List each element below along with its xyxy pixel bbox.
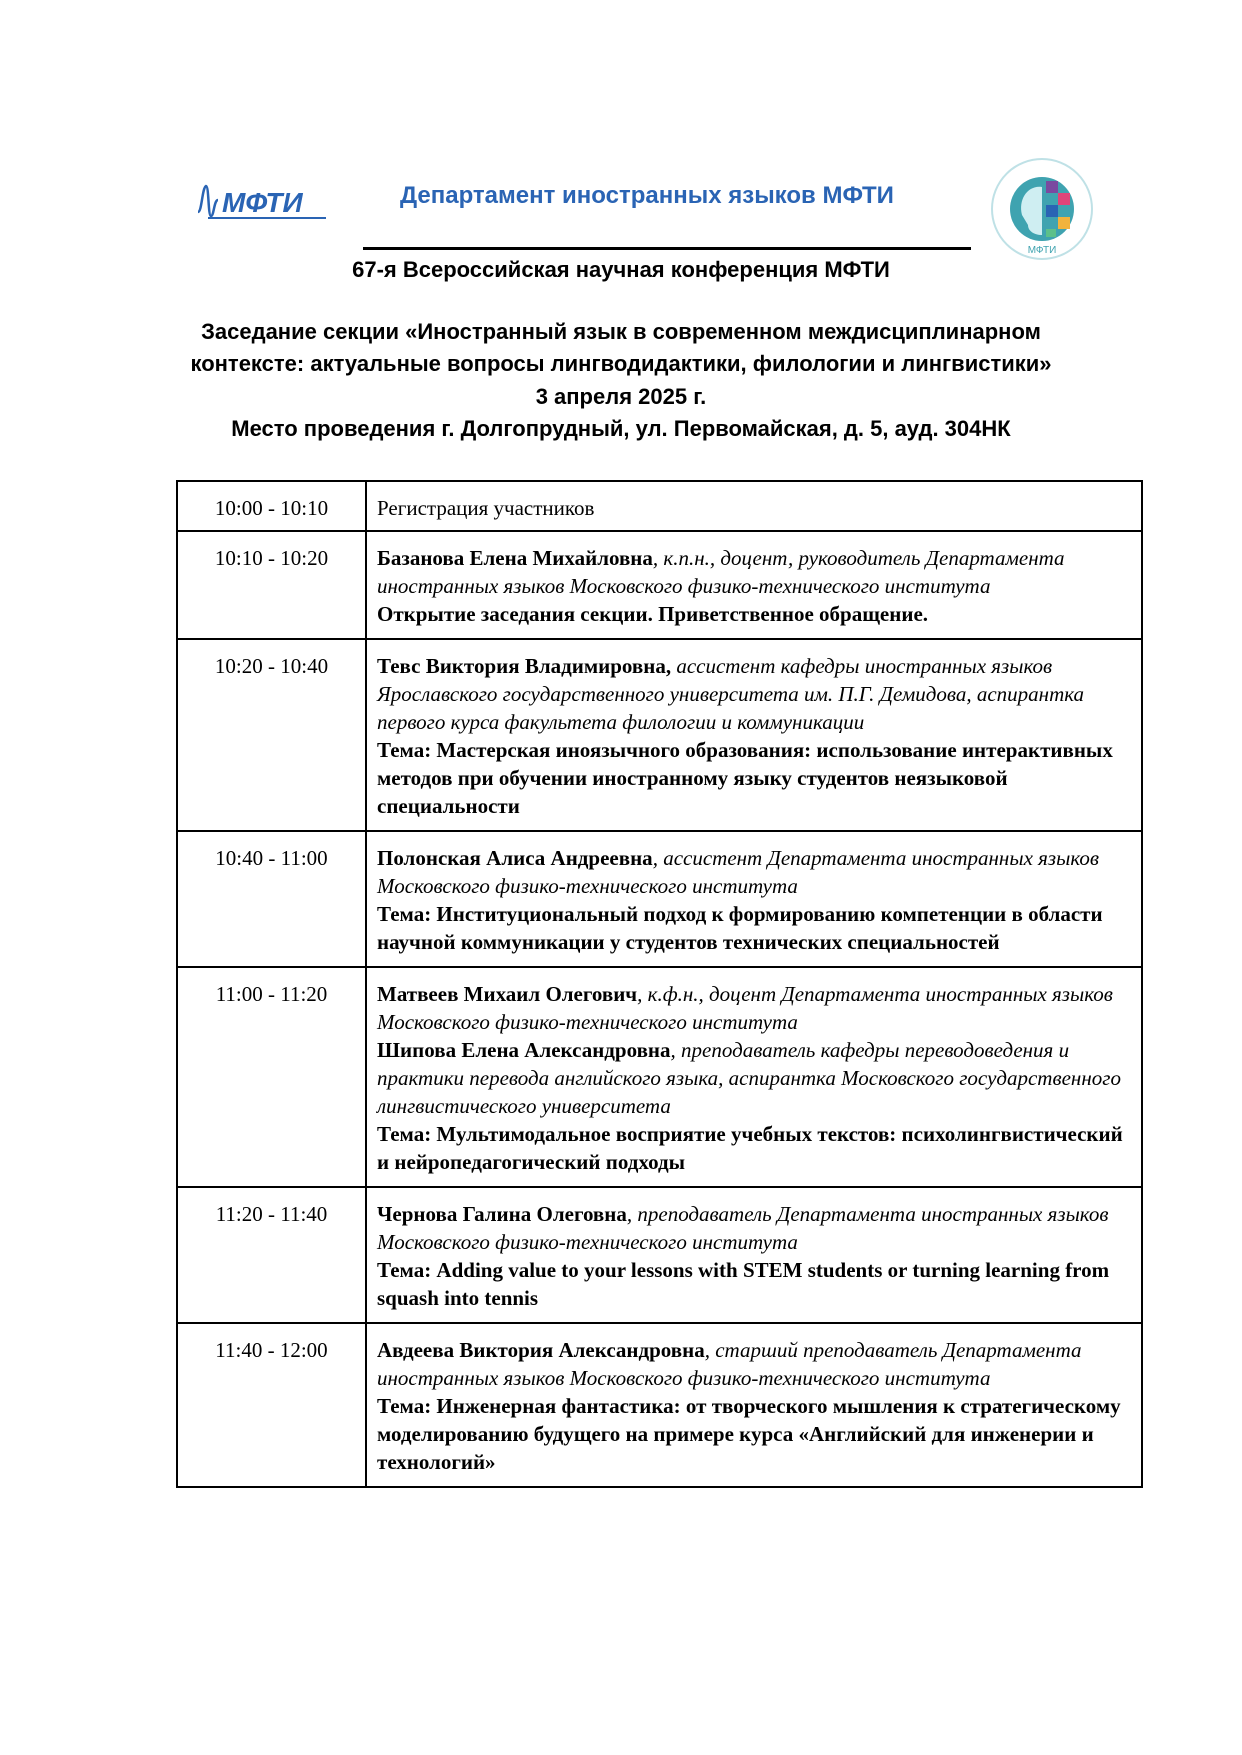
program-row: [177, 1323, 1142, 1487]
speaker-role: , к.п.н., доцент, руководитель Департамента иностранных языков Московского физико-технического института: [377, 546, 1065, 598]
talk-topic: Открытие заседания секции. Приветственное обращение.: [377, 602, 929, 626]
time-cell: 11:40 - 12:00: [177, 1323, 366, 1487]
speaker-role: ассистент кафедры иностранных языков Ярославского государственного университета им. П.Г. Демидова, аспирантка первого курса факультета филологии и коммуникации: [377, 654, 1085, 734]
time-cell: 10:20 - 10:40: [177, 639, 366, 831]
session-title-line-1: Заседание секции «Иностранный язык в современном междисциплинарном: [201, 319, 1041, 344]
program-row: [177, 967, 1142, 1187]
session-date: 3 апреля 2025 г.: [535, 384, 707, 409]
conference-title: 67-я Всероссийская научная конференция МФТИ: [352, 257, 890, 282]
session-place: Место проведения г. Долгопрудный, ул. Первомайская, д. 5, ауд. 304НК: [231, 416, 1011, 441]
program-row: [177, 639, 1142, 831]
speaker-role: , к.ф.н., доцент Департамента иностранных языков Московского физико-технического института: [377, 982, 1113, 1034]
mfti-logo-text: МФТИ: [222, 187, 303, 218]
speaker-role: , ассистент Департамента иностранных языков Московского физико-технического института: [377, 846, 1099, 898]
time-cell: 10:10 - 10:20: [177, 531, 366, 639]
content-cell: [366, 1187, 1142, 1323]
program-row: [177, 531, 1142, 639]
talk-topic: Тема: Инженерная фантастика: от творческого мышления к стратегическому моделированию будущего на примере курса «Английский для инженерии и технологий»: [377, 1394, 1121, 1474]
speaker-name: Авдеева Виктория Александровна: [377, 1338, 705, 1362]
session-title-line-2: контексте: актуальные вопросы лингводидактики, филологии и лингвистики»: [190, 351, 1052, 376]
talk-topic: Тема: Adding value to your lessons with STEM students or turning learning from squash into tennis: [377, 1258, 1110, 1310]
speaker-name: Базанова Елена Михайловна: [377, 546, 653, 570]
content-cell: [366, 1323, 1142, 1487]
registration-text: Регистрация участников: [377, 496, 595, 520]
speaker-role: , преподаватель Департамента иностранных языков Московского физико-технического института: [377, 1202, 1109, 1254]
talk-topic: Тема: Мультимодальное восприятие учебных текстов: психолингвистический и нейропедагогический подходы: [377, 1122, 1123, 1174]
program-table: [176, 480, 1143, 1488]
program-row: [177, 831, 1142, 967]
program-row: [177, 1187, 1142, 1323]
time-cell: 10:00 - 10:10: [177, 481, 366, 531]
speaker-role-2: , преподаватель кафедры переводоведения и практики перевода английского языка, аспирантка Московского государственного лингвистического университета: [377, 1038, 1121, 1118]
program-row: [177, 481, 1142, 531]
time-cell: 10:40 - 11:00: [177, 831, 366, 967]
content-cell: [366, 531, 1142, 639]
speaker-name: Тевс Виктория Владимировна,: [377, 654, 672, 678]
department-title: Департамент иностранных языков МФТИ: [400, 182, 894, 209]
mfti-logo: [196, 178, 331, 226]
talk-topic: Тема: Институциональный подход к формированию компетенции в области научной коммуникации у студентов технических специальностей: [377, 902, 1103, 954]
content-cell: [366, 481, 1142, 531]
time-cell: 11:00 - 11:20: [177, 967, 366, 1187]
talk-topic: Тема: Мастерская иноязычного образования: использование интерактивных методов при обучении иностранному языку студентов неязыковой специальности: [377, 738, 1113, 818]
content-cell: [366, 639, 1142, 831]
content-cell: [366, 967, 1142, 1187]
department-logo-text: МФТИ: [1027, 245, 1057, 256]
time-cell: 11:20 - 11:40: [177, 1187, 366, 1323]
content-cell: [366, 831, 1142, 967]
department-logo: [988, 155, 1096, 263]
speaker-name-2: Шипова Елена Александровна: [377, 1038, 671, 1062]
speaker-role: , старший преподаватель Департамента иностранных языков Московского физико-технического института: [377, 1338, 1082, 1390]
speaker-name: Матвеев Михаил Олегович: [377, 982, 638, 1006]
speaker-name: Полонская Алиса Андреевна: [377, 846, 653, 870]
speaker-name: Чернова Галина Олеговна: [377, 1202, 627, 1226]
header-rule: [363, 247, 971, 250]
